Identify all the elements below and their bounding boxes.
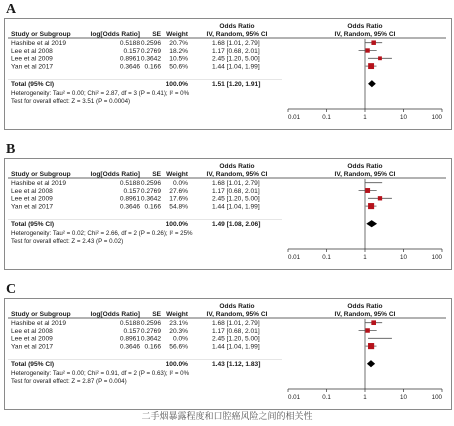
- study-name: Lee et al 2009: [11, 55, 53, 63]
- figure-caption: 二手烟暴露程度和口腔癌风险之间的相关性: [141, 411, 313, 421]
- x-tick-label: 10: [400, 254, 407, 261]
- study-logor: 0.8961: [119, 55, 140, 63]
- study-weight: 20.7%: [169, 40, 188, 47]
- x-tick-label: 10: [400, 394, 407, 401]
- study-name: Lee et al 2009: [11, 335, 53, 343]
- study-ci: 1.17 [0.68, 2.01]: [212, 187, 260, 195]
- study-se: 0.2769: [140, 187, 161, 195]
- study-name: Yan et al 2017: [11, 343, 54, 351]
- x-tick-label: 1: [363, 254, 367, 261]
- study-logor: 0.157: [123, 187, 140, 195]
- study-ci: 1.44 [1.04, 1.99]: [212, 63, 260, 71]
- x-tick-label: 0.1: [322, 254, 331, 261]
- study-weight: 0.0%: [172, 180, 188, 187]
- total-weight: 100.0%: [165, 361, 188, 368]
- weight-marker: [365, 188, 370, 193]
- panel-a: [0, 0, 454, 130]
- weight-marker: [378, 56, 382, 60]
- study-se: 0.2769: [140, 47, 161, 55]
- heterogeneity-text: Heterogeneity: Tau² = 0.02; Chi² = 2.66, df = 2 (P = 0.26); I² = 25%: [11, 230, 193, 237]
- study-logor: 0.3646: [119, 63, 140, 71]
- study-name: Yan et al 2017: [11, 203, 54, 211]
- weight-marker: [365, 328, 369, 332]
- study-ci: 2.45 [1.20, 5.00]: [212, 335, 260, 343]
- total-weight: 100.0%: [165, 81, 188, 88]
- study-name: Lee et al 2008: [11, 47, 53, 55]
- study-name: Hashibe et al 2019: [11, 40, 66, 47]
- x-tick-label: 0.01: [288, 254, 301, 261]
- study-ci: 1.44 [1.04, 1.99]: [212, 203, 260, 211]
- study-weight: 56.6%: [169, 343, 188, 351]
- header-weight: Weight: [166, 31, 188, 38]
- x-tick-label: 1: [363, 394, 367, 401]
- study-weight: 10.5%: [169, 55, 188, 63]
- study-se: 0.166: [144, 63, 161, 71]
- header-se: SE: [152, 171, 161, 178]
- x-tick-label: 0.1: [322, 394, 331, 401]
- panel-label: A: [6, 2, 17, 17]
- study-logor: 0.157: [123, 327, 140, 335]
- study-se: 0.2596: [140, 40, 161, 47]
- panel-c: [0, 280, 454, 410]
- study-weight: 23.1%: [169, 320, 188, 327]
- header-or-sub: IV, Random, 95% CI: [206, 31, 268, 38]
- overall-effect-text: Test for overall effect: Z = 2.87 (P = 0.004): [11, 378, 127, 385]
- x-tick-label: 10: [400, 114, 407, 121]
- study-se: 0.166: [144, 343, 161, 351]
- x-tick-label: 100: [431, 394, 442, 401]
- study-ci: 1.68 [1.01, 2.79]: [212, 320, 260, 327]
- study-name: Hashibe et al 2019: [11, 320, 66, 327]
- weight-marker: [371, 320, 376, 325]
- study-se: 0.3642: [140, 335, 161, 343]
- weight-marker: [378, 196, 382, 200]
- pooled-diamond: [367, 360, 375, 367]
- header-logor: log[Odds Ratio]: [90, 171, 140, 178]
- study-weight: 18.2%: [169, 47, 188, 55]
- x-tick-label: 100: [431, 114, 442, 121]
- study-ci: 1.44 [1.04, 1.99]: [212, 343, 260, 351]
- x-tick-label: 0.1: [322, 114, 331, 121]
- study-logor: 0.157: [123, 47, 140, 55]
- total-label: Total (95% CI): [11, 221, 55, 228]
- header-or-sub: IV, Random, 95% CI: [206, 171, 268, 178]
- header-plot-label: Odds Ratio: [347, 23, 383, 30]
- header-logor: log[Odds Ratio]: [90, 311, 140, 318]
- header-se: SE: [152, 31, 161, 38]
- study-logor: 0.5188: [119, 180, 140, 187]
- header-weight: Weight: [166, 311, 188, 318]
- x-tick-label: 100: [431, 254, 442, 261]
- header-or-label: Odds Ratio: [219, 163, 255, 170]
- study-weight: 27.6%: [169, 187, 188, 195]
- study-name: Hashibe et al 2019: [11, 180, 66, 187]
- study-weight: 50.6%: [169, 63, 188, 71]
- study-se: 0.3642: [140, 195, 161, 203]
- weight-marker: [365, 48, 369, 52]
- forest-plot-b: [0, 140, 454, 270]
- heterogeneity-text: Heterogeneity: Tau² = 0.00; Chi² = 2.87, df = 3 (P = 0.41); I² = 0%: [11, 90, 190, 97]
- weight-marker: [368, 63, 374, 69]
- x-tick-label: 0.01: [288, 114, 301, 121]
- study-logor: 0.5188: [119, 40, 140, 47]
- total-weight: 100.0%: [165, 221, 188, 228]
- panel-b: [0, 140, 454, 270]
- study-logor: 0.8961: [119, 335, 140, 343]
- study-name: Lee et al 2008: [11, 327, 53, 335]
- weight-marker: [368, 343, 374, 349]
- study-se: 0.3642: [140, 55, 161, 63]
- header-weight: Weight: [166, 171, 188, 178]
- header-plot-sub: IV, Random, 95% CI: [334, 171, 396, 178]
- panel-label: C: [6, 282, 17, 297]
- total-ci: 1.49 [1.08, 2.06]: [212, 221, 261, 228]
- header-study: Study or Subgroup: [11, 311, 71, 318]
- x-tick-label: 0.01: [288, 394, 301, 401]
- forest-plot-c: [0, 280, 454, 410]
- study-se: 0.2596: [140, 320, 161, 327]
- overall-effect-text: Test for overall effect: Z = 3.51 (P = 0.0004): [11, 98, 131, 105]
- header-study: Study or Subgroup: [11, 31, 71, 38]
- study-ci: 1.68 [1.01, 2.79]: [212, 180, 260, 187]
- x-tick-label: 1: [363, 114, 367, 121]
- study-weight: 20.3%: [169, 327, 188, 335]
- panel-label: B: [6, 142, 16, 157]
- study-se: 0.2769: [140, 327, 161, 335]
- header-or-label: Odds Ratio: [219, 303, 255, 310]
- study-logor: 0.5188: [119, 320, 140, 327]
- study-logor: 0.3646: [119, 203, 140, 211]
- study-ci: 2.45 [1.20, 5.00]: [212, 55, 260, 63]
- header-plot-sub: IV, Random, 95% CI: [334, 31, 396, 38]
- study-logor: 0.3646: [119, 343, 140, 351]
- study-logor: 0.8961: [119, 195, 140, 203]
- overall-effect-text: Test for overall effect: Z = 2.43 (P = 0.02): [11, 238, 124, 245]
- study-name: Yan et al 2017: [11, 63, 54, 71]
- header-plot-sub: IV, Random, 95% CI: [334, 311, 396, 318]
- study-se: 0.166: [144, 203, 161, 211]
- study-weight: 54.8%: [169, 203, 188, 211]
- forest-plot-a: [0, 0, 454, 130]
- study-ci: 1.17 [0.68, 2.01]: [212, 47, 260, 55]
- weight-marker: [371, 40, 376, 45]
- study-ci: 1.17 [0.68, 2.01]: [212, 327, 260, 335]
- header-logor: log[Odds Ratio]: [90, 31, 140, 38]
- total-ci: 1.43 [1.12, 1.83]: [212, 361, 261, 368]
- study-ci: 1.68 [1.01, 2.79]: [212, 40, 260, 47]
- study-ci: 2.45 [1.20, 5.00]: [212, 195, 260, 203]
- total-label: Total (95% CI): [11, 361, 55, 368]
- weight-marker: [368, 203, 374, 209]
- header-plot-label: Odds Ratio: [347, 163, 383, 170]
- header-plot-label: Odds Ratio: [347, 303, 383, 310]
- pooled-diamond: [368, 80, 376, 87]
- header-study: Study or Subgroup: [11, 171, 71, 178]
- header-or-sub: IV, Random, 95% CI: [206, 311, 268, 318]
- study-name: Lee et al 2008: [11, 187, 53, 195]
- heterogeneity-text: Heterogeneity: Tau² = 0.00; Chi² = 0.91, df = 2 (P = 0.63); I² = 0%: [11, 370, 190, 377]
- total-label: Total (95% CI): [11, 81, 55, 88]
- header-se: SE: [152, 311, 161, 318]
- study-name: Lee et al 2009: [11, 195, 53, 203]
- study-weight: 17.6%: [169, 195, 188, 203]
- pooled-diamond: [366, 220, 377, 227]
- total-ci: 1.51 [1.20, 1.91]: [212, 81, 261, 88]
- header-or-label: Odds Ratio: [219, 23, 255, 30]
- study-weight: 0.0%: [172, 335, 188, 343]
- study-se: 0.2596: [140, 180, 161, 187]
